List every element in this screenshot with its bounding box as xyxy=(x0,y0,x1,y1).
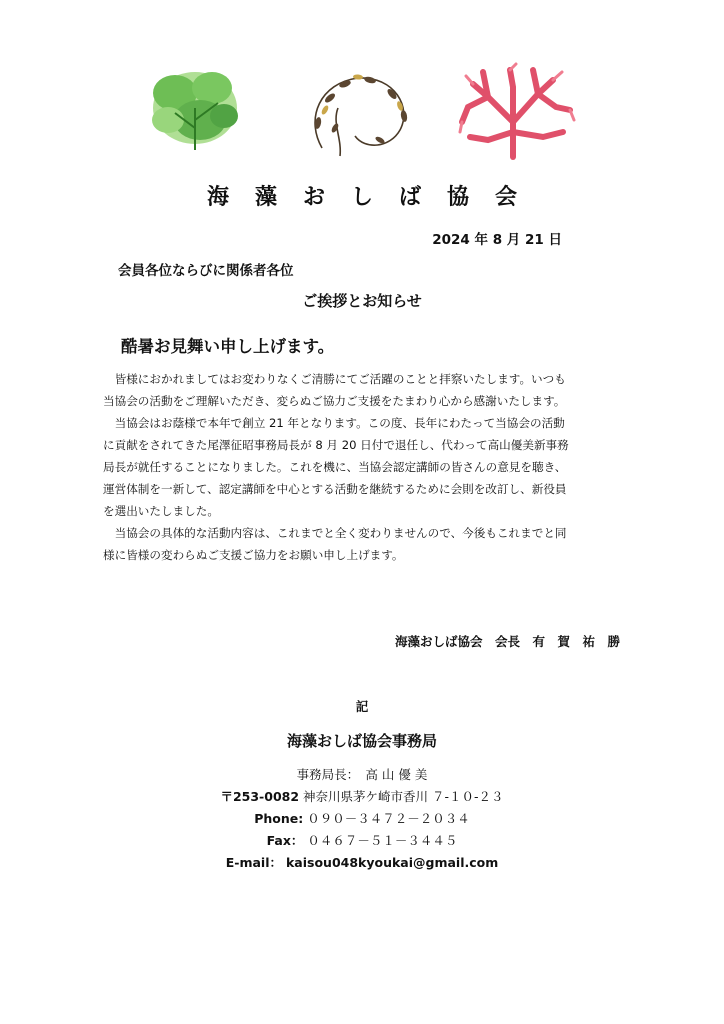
email-label: E-mail： xyxy=(225,855,282,870)
letter-heading: ご挨拶とお知らせ xyxy=(302,292,422,310)
director-line xyxy=(0,764,724,786)
green-seaweed-illustration xyxy=(140,58,250,158)
page-title: 海藻おしば協会 xyxy=(206,185,543,210)
email-line xyxy=(0,852,724,874)
letter-body xyxy=(103,368,623,566)
phone-label: Phone: xyxy=(254,811,304,826)
brown-seaweed-wreath-illustration xyxy=(300,68,418,160)
notes-marker: 記 xyxy=(355,699,369,714)
email-address: kaisou048kyoukai@gmail.com xyxy=(285,855,499,870)
paragraph: 皆様におかれましてはお変わりなくご清勝にてご活躍のことと拝察いたします。いつも 当協会の活動をご理解いただき、変らぬご協力ご支援をたまわり心から感謝いたします。 xyxy=(103,372,566,408)
signature: 海藻おしば協会 会長 有 賀 祐 勝 xyxy=(394,634,620,649)
fax-number: ０４６７－５１－３４４５ xyxy=(307,833,458,848)
letter-date: 2024 年 8 月 21 日 xyxy=(432,232,562,248)
paragraph: 当協会の具体的な活動内容は、これまでと全く変わりませんので、今後もこれまでと同 様に皆様の変わらぬご支援ご協力をお願い申し上げます。 xyxy=(103,526,567,562)
paragraph: 当協会はお蔭様で本年で創立 21 年となります。この度、長年にわたって当協会の活動 に貢献をされてきた尾澤征昭事務局長が 8 月 20 日付で退任し、代わって高山優美新事務 局長が就任することになりました。これを機に、当協会認定講師の皆さんの意見を聴き、 運営体制を一新して、認定講師を中心とする活動を継続するために会則を改訂し、新役員 を選出いたしました。 xyxy=(103,416,569,518)
red-seaweed-illustration xyxy=(458,62,578,162)
fax-line xyxy=(0,830,724,852)
recipient-line: 会員各位ならびに関係者各位 xyxy=(118,263,294,279)
director-name: 高 山 優 美 xyxy=(365,767,428,782)
office-name: 海藻おしば協会事務局 xyxy=(286,732,437,750)
postal-code: 〒253-0082 xyxy=(220,789,300,804)
address-line xyxy=(0,786,724,808)
seasonal-greeting: 酷暑お見舞い申し上げます。 xyxy=(121,337,335,356)
phone-number: ０９０－３４７２－２０３４ xyxy=(307,811,470,826)
contact-block xyxy=(0,764,724,874)
fax-label: Fax： xyxy=(266,833,304,848)
director-label: 事務局長： xyxy=(296,767,353,782)
phone-line xyxy=(0,808,724,830)
address: 神奈川県茅ケ崎市香川 ７-１０-２３ xyxy=(303,789,504,804)
